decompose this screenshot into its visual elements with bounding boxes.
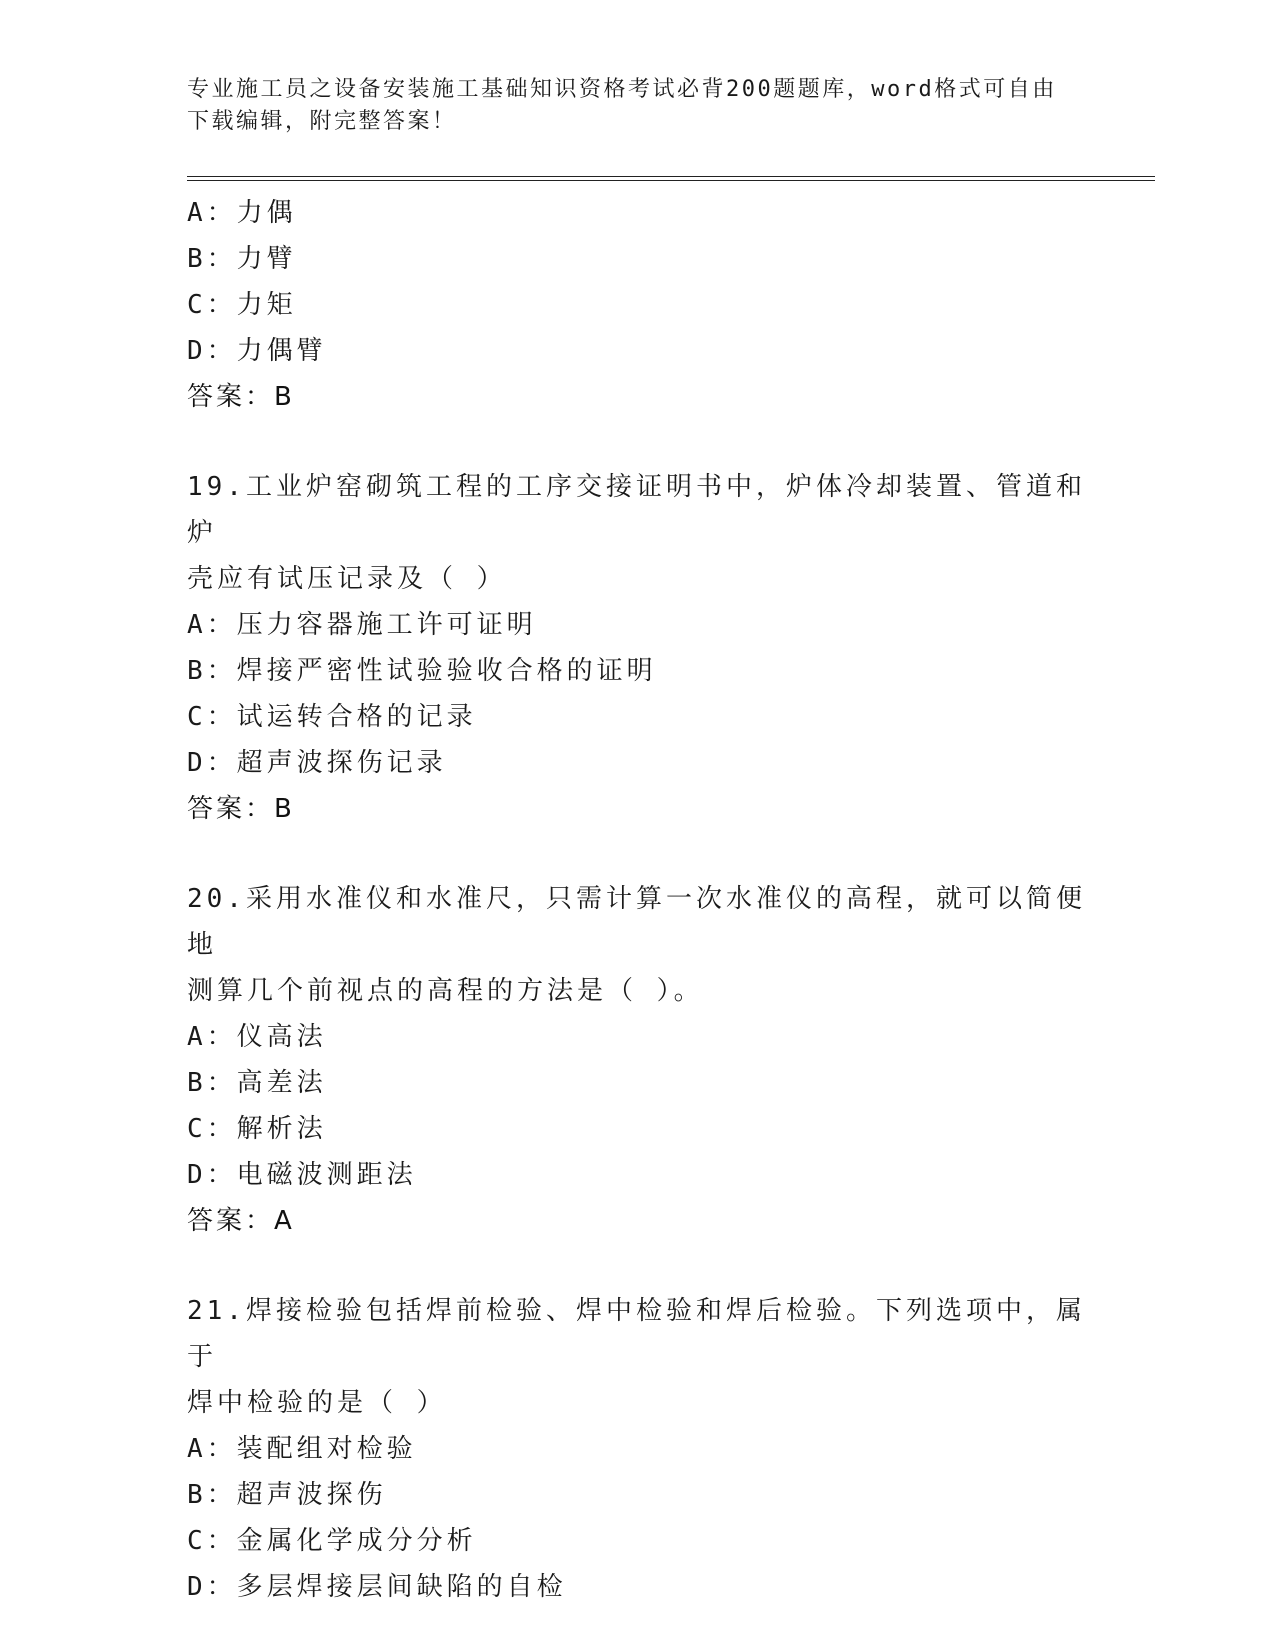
spacer bbox=[187, 832, 1087, 876]
question-list bbox=[187, 190, 1087, 1610]
option-b: B：力臂 bbox=[187, 244, 297, 274]
option-b: B：超声波探伤 bbox=[187, 1480, 387, 1510]
option-a: A：压力容器施工许可证明 bbox=[187, 610, 537, 640]
header-divider bbox=[187, 176, 1155, 181]
option-b: B：焊接严密性试验验收合格的证明 bbox=[187, 656, 657, 686]
option-d: D：超声波探伤记录 bbox=[187, 748, 447, 778]
question-19 bbox=[187, 464, 1087, 832]
document-header bbox=[187, 74, 1077, 138]
option-b: B：高差法 bbox=[187, 1068, 327, 1098]
header-line-2: 下载编辑，附完整答案！ bbox=[187, 109, 457, 134]
question-stem-line-1: 20.采用水准仪和水准尺，只需计算一次水准仪的高程，就可以简便地 bbox=[187, 884, 1086, 960]
question-stem-line-1: 19.工业炉窑砌筑工程的工序交接证明书中，炉体冷却装置、管道和炉 bbox=[187, 472, 1086, 548]
option-a: A：力偶 bbox=[187, 198, 297, 228]
answer-line: 答案：B bbox=[187, 382, 295, 412]
option-c: C：试运转合格的记录 bbox=[187, 702, 477, 732]
option-c: C：解析法 bbox=[187, 1114, 327, 1144]
question-stem-line-2: 测算几个前视点的高程的方法是（ ）。 bbox=[187, 976, 704, 1006]
spacer bbox=[187, 1244, 1087, 1288]
question-stem-line-2: 焊中检验的是（ ） bbox=[187, 1388, 447, 1418]
spacer bbox=[187, 420, 1087, 464]
answer-line: 答案：A bbox=[187, 1206, 295, 1236]
question-18 bbox=[187, 190, 1087, 420]
option-d: D：电磁波测距法 bbox=[187, 1160, 417, 1190]
answer-line: 答案：B bbox=[187, 794, 295, 824]
option-c: C：金属化学成分分析 bbox=[187, 1526, 477, 1556]
question-stem-line-1: 21.焊接检验包括焊前检验、焊中检验和焊后检验。下列选项中，属于 bbox=[187, 1296, 1086, 1372]
option-c: C：力矩 bbox=[187, 290, 297, 320]
question-20 bbox=[187, 876, 1087, 1244]
option-d: D：多层焊接层间缺陷的自检 bbox=[187, 1572, 567, 1602]
option-d: D：力偶臂 bbox=[187, 336, 327, 366]
question-stem-line-2: 壳应有试压记录及（ ） bbox=[187, 564, 507, 594]
option-a: A：装配组对检验 bbox=[187, 1434, 417, 1464]
question-21 bbox=[187, 1288, 1087, 1610]
option-a: A：仪高法 bbox=[187, 1022, 327, 1052]
header-line-1: 专业施工员之设备安装施工基础知识资格考试必背200题题库，word格式可自由 bbox=[187, 77, 1057, 102]
